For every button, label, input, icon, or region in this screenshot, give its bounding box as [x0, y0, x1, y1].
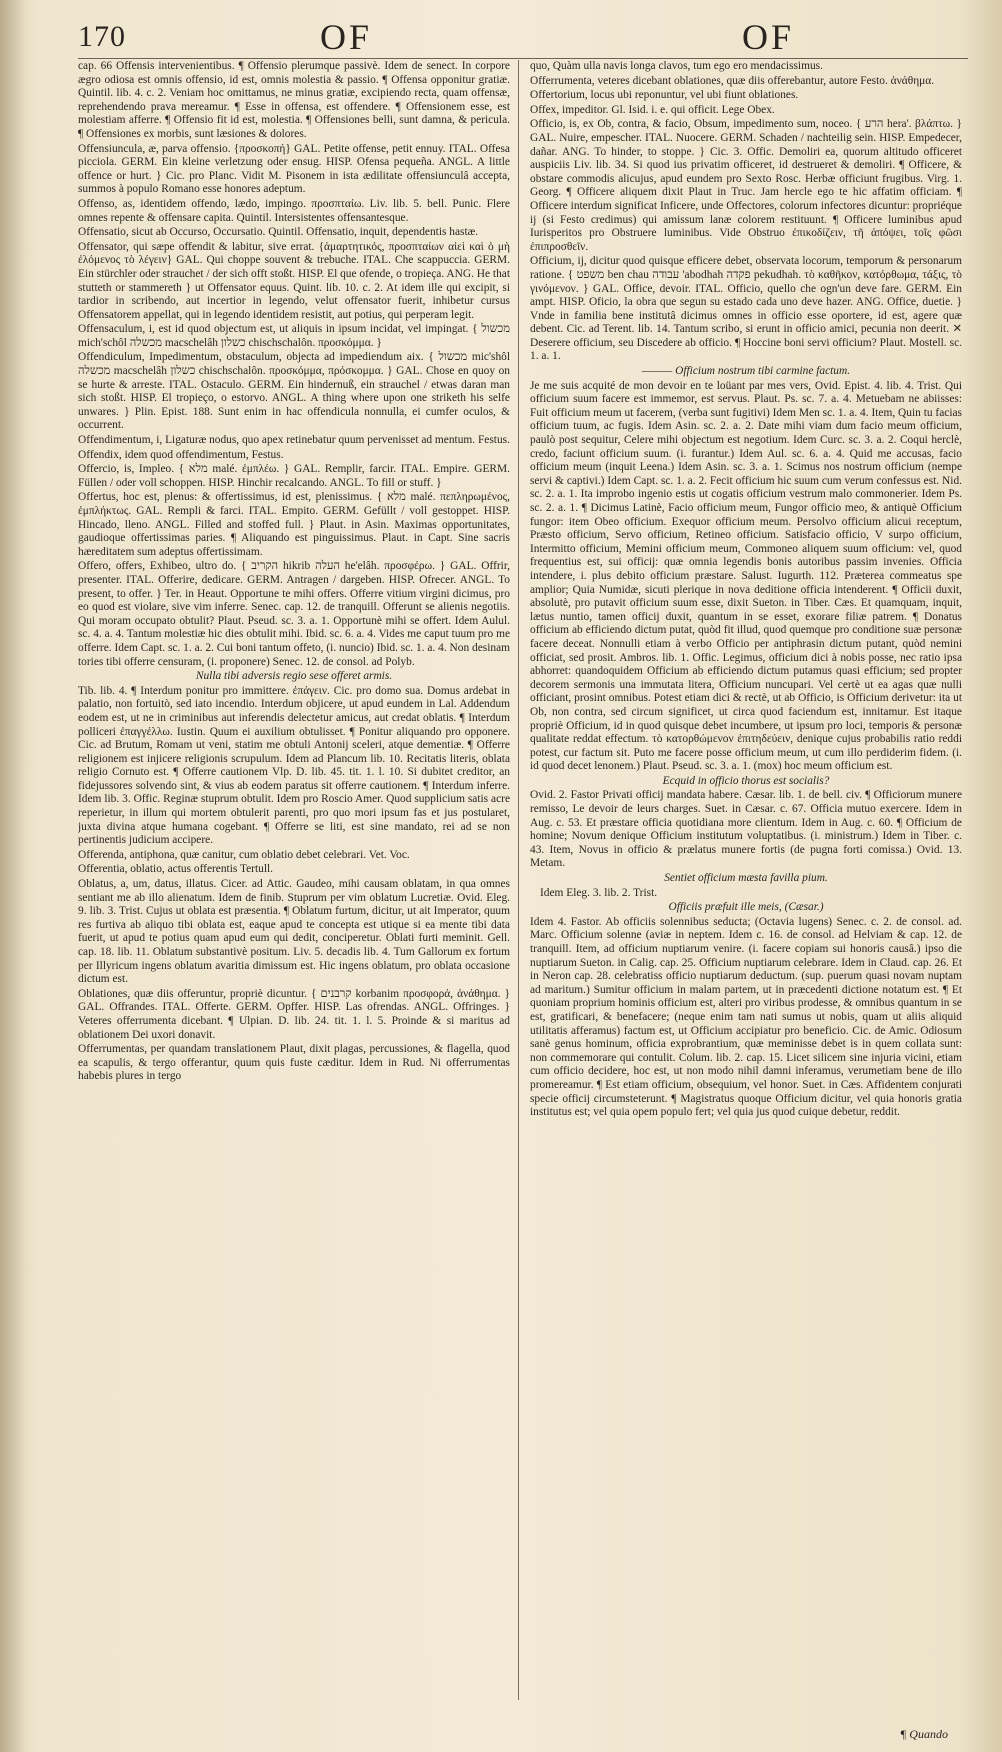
verse-quote: Nulla tibi adversis regio sese offeret armis.	[195, 670, 393, 683]
entry-oblationes: Oblationes, quæ diis offeruntur, propriè dicuntur. { קרבנים korbanim προσφορά, ἀνάθημα. } GAL. Offrandes. ITAL. Offerte. GERM. Opffer. HISP. Las ofrendas. ANGL. Offringes. } Veteres offerrumenta dicebant. ¶ Ulpian. D. lib. 24. tit. 1. l. 5. Proinde & si maritus ad oblationem Dei uxori donavit.	[78, 987, 510, 1041]
verse-ecquid: Ecquid in officio thorus est socialis?	[662, 774, 830, 787]
entry-offenso: Offenso, as, identidem offendo, lædo, impingo. προσπταίω. Liv. lib. 5. bell. Punic. Flere omnes repente & offensare capita. Quintil. Intersistentes offensantesque.	[78, 197, 510, 224]
entry-officium-ovid: Ovid. 2. Fastor Privati officij mandata habere. Cæsar. lib. 1. de bell. civ. ¶ Officiorum munere remisso, Le devoir de leurs charges. Suet. in Cæsar. c. 67. Officia mutuo exercere. Idem in Aug. c. 53. Et præstare officia quotidiana more clientum. Idem in Aug. c. 60. ¶ Officium de homine; Novum denique Officium institutum voluptatibus. (i. ministrum.) Idem in Tiber. c. 43. Item, Novus in officio & prælatus munere fortis (de pugna forti comissa.) Ovid. 13. Metam.	[530, 789, 962, 870]
verse-officiis: Officiis præfuit ille meis, (Cæsar.)	[668, 901, 824, 914]
verse-officium-nostrum: ——— Officium nostrum tibi carmine factum.	[641, 365, 851, 378]
entry-offerentia: Offerentia, oblatio, actus offerentis Tertull.	[78, 863, 273, 876]
column-divider	[518, 60, 519, 1700]
entry-offensatio: Offensatio, sicut ab Occurso, Occursatio. Quintil. Offensatio, inquit, dependentis hastæ.	[78, 226, 479, 239]
entry-offercio: Offercio, is, Impleo. { מלא malé. ἐμπλέω. } GAL. Remplir, farcir. ITAL. Empire. GERM. Füllen / oder voll schoppen. HISP. Hinchir recalcando. ANGL. To fill or stuff. }	[78, 463, 510, 489]
entry-offensiuncula: Offensiuncula, æ, parva offensio. {προσκοπή} GAL. Petite offense, petit ennuy. ITAL. Offesa picciola. GERM. Ein kleine verletzung oder ensug. HISP. Ofensa pequeña. ANGL. A little offence or hurt. } Cic. pro Planc. Vidit M. Pisonem in ista ædilitate offensiunculâ accepta, summos à populo Romano esse honores adeptum.	[78, 142, 510, 196]
entry-offerrumentas: Offerrumentas, per quandam translationem Plaut, dixit plagas, percussiones, & flagella, quod ea scapulis, & tergo offerantur, quum quis fuste cæditur. Idem in Rud. Ni offerrumentas habebis plures in tergo	[78, 1043, 510, 1083]
entry-officium-cont: Je me suis acquité de mon devoir en te loüant par mes vers, Ovid. Epist. 4. lib. 4. Trist. Qui officium suum facere est immemor, est servus. Plaut. Ps. sc. 7. a. 4. Metuebam ne abiisses: Fuit officium meum ut facerem, (verba sunt fugitivi) Idem Men sc. 1. a. 4. Item, Quin tu facias officium tuum, ac fugis. Idem Asin. sc. 2. a. 2. Date mihi viam dum facio meum officium, paulò post sequitur, Celere mihi objectum est negotium. Idem Curc. sc. 3. a. 2. Coqui herclè, credo, faciunt officium suum. (i. furantur.) Idem Aul. sc. 6. a. 4. Quid me accusas, facio officium meum (inquit Leena.) Idem Asin. sc. 3. a. 1. Scimus nos nostrum officium (nempe servi & captivi.) Idem Capt. sc. 1. a. 2. Fecit officium hic suum cum verum confessus est. Nid. sc. 2. a. 1. Ita improbo ingenio estis ut cogatis officium vestrum malo commonerier. Idem Ps. sc. 2. a. 1. ¶ Dicimus Latinè, Facio officium meum, Fungor officio meo, & antiquè Officium fungor: item Obeo officium. Exequor officium meum. Persolvo officium alicui receptum, Præsto officium, Servo officium, Retineo officium. Satisfacio officio, V surpo officium, Intermitto officium, Memini officium meum, Commoneo aliquem suum officium: vel, quod frequentius est, sui officij: quæ omnia legendis bonis autoribus passim invenies. Officia intendere, i. plus debito officium præstare. Salust. Iugurth. 112. Præterea commeatus spe amplior; Quia Numidæ, sicuti plerique in nova deditione officia intenderent. ¶ Officii duxit, absolutè, pro putavit officium suum esse, dixit Sueton. in Tiber. Cæs. Et quamquam, inquit, lætus nuntio, tamen officij duxit, quantum in se esset, exorare filiæ patrem. ¶ Donatus officium ab efficiendo dictum putat, quòd fit illud, quod quemque pro conditione suæ personæ facere deceat. Nonnulli etiam à verbo Officio per antiphrasin dictum putant, quòd nemini officiat, sed prosit. Ambros. lib. 1. Offic. Legimus, officium dici à nobis posse, nec ratio ipsa abhorret: quandoquidem Officium ab efficiendo dictum putamus quasi efficium; sed propter decorem sermonis una immutata litera, Officium nuncupari. Vel certè ut ea agas quæ nulli officiant, prosint omnibus. Potest etiam dici & rectè, ut ab Officio, is Officium derivetur: ita ut Ob, non contra, sed circum significet, ut circa quod faciendum est, innitamur. Est itaque propriè Officium, id in quod quisque debet incumbere, ut ipsum pro loci, temporis & personæ qualitate reddat effectum. τὸ κατορθώμενον ἐπιτηδεύειν, denique cujus probabilis ratio reddi potest, cur factum sit. Puto me facere posse officium meum, ut cum illo perdiderim fidem. (i. id quod decet lenonem.) Plaut. Pseud. sc. 3. a. 1. (mox) hoc meum officium est.	[530, 379, 962, 773]
verse-sentiet: Sentiet officium mæsta favilla pium.	[664, 872, 828, 885]
running-head-right: OF	[742, 17, 795, 57]
entry-offensator: Offensator, qui sæpe offendit & labitur, sive errat. {ἁμαρτητικός, προσπταίων αἰεὶ καὶ ὁ μὴ ἐλόμενος τὸ λέγειν} GAL. Qui choppe souvent & trebuche. ITAL. Che scappuccia. GERM. Ein stürchler oder strauchet / der sich offt stoßt. HISP. El que ofende, o tropieça. ANG. He that stutteth or stammereth } ut Offensator equus. Quint. lib. 10. c. 2. At idem ille qui excipit, si tardior in scribendo, aut incertior in legendo, velut offensator fuerit, inhibetur cursus Offensatorem appellat, qui in legendo identidem resistit, aut potius, qui perperam legit.	[78, 240, 510, 321]
entry-offex: Offex, impeditor. Gl. Isid. i. e. qui officit. Lege Obex.	[530, 103, 775, 116]
entry-continuation: quo, Quàm ulla navis longa clavos, tum ego ero mendacissimus.	[530, 60, 823, 72]
page-header	[0, 14, 1002, 57]
entry-offensaculum: Offensaculum, i, est id quod objectum est, ut aliquis in ipsum incidat, vel impingat. { מכשול mich'schôl מכשלה macschelâh כשלון chischschalôn. προσκόμμα. }	[78, 323, 510, 349]
entry-officium-final: Idem 4. Fastor. Ab officiis solennibus seducta; (Octavia lugens) Senec. c. 2. de consol. ad. Marc. Officium solenne (aviæ in neptem. Idem c. 16. de consol. ad Helviam & cap. 12. de tranquill. Item, ad officium nuptiarum venire. (i. facere copiam sui honoris causâ.) ipso die nuptiarum Sueton. in Calig. cap. 25. Officium nuptiarum celebrare. Idem in Claud. cap. 26. Et in Neron cap. 28. celebratiss officio nuptiarum deductum. (sup. puerum quasi novam nuptam ad maritum.) Sumitur officium in malam partem, ut in præcedenti dictione notatum est. ¶ Et quoniam proprium hominis officium est, alteri pro viribus prodesse, & omnibus quantum in se est, gratificari, & benefacere; (neque enim tam nati sumus ut nobis, quam ut aliis aliquid utilitatis afferamus) factum est, ut Officium accipiatur pro beneficio. Cic. de Amic. Odiosum sanè genus hominum, officia exprobrantium, quæ meminisse debet is in quem collata sunt: non commemorare qui contulit. Colum. lib. 2. cap. 15. Licet silicem sine injuria vicini, etiam cum officio decidere, hoc est, ut non modo nihil damni inferamus, verumetiam bene de illo promereamur. ¶ Est etiam officium, obsequium, vel honor. Suet. in Cæs. Affidentem conjurati specie officij circumsteterunt. ¶ Magistratus quoque Officium dicitur, vel quia honoris gratia institutus est; vel quia opem populo fert; vel quia jus quod cuique debetur, reddit.	[530, 915, 962, 1119]
entry-offertus: Offertus, hoc est, plenus: & offertissimus, id est, plenissimus. { מלא malé. πεπληρωμένος, ἐμπλήκτως. GAL. Rempli & farci. ITAL. Empito. GERM. Gefüllt / voll gestoppet. HISP. Hincado, lleno. ANGL. Filled and stoffed full. } Plaut. in Asin. Maximas opportunitates, gaudioque offertissimas paries. ¶ Aliquando est pinguissimus. Plaut. in Capt. Sine sacris hæreditatem sum adeptus offertissimam.	[78, 491, 510, 558]
entry-offero-cont: Tib. lib. 4. ¶ Interdum ponitur pro immittere. ἐπάγειν. Cic. pro domo sua. Domus ardebat in palatio, non fortuitò, sed iato incendio. Interdum objicere, ut apud eundem in Lal. Addendum eodem est, ut ne in criminibus aut inferendis delectetur amicus, aut credat oblatis. ¶ Interdum polliceri ἐπαγγέλλω. Iustin. Quum ei auxilium obtulisset. ¶ Ponitur aliquando pro opponere. Cic. ad Brutum, Romam ut veni, statim me obtuli Antonij sceleri, atque dementiæ. ¶ Offerre religionem est injicere religionis scrupulum. Idem ad Plancum lib. 10. Recitatis literis, oblata religio Cornuto est. ¶ Offerre cautionem Vlp. D. lib. 45. tit. 1. l. 10. Si dubitet creditor, an fidejussores solvendo sint, & vius ab eodem paratus sit offerre cautionem. ¶ Interdum inferre. Idem lib. 3. Offic. Reginæ stuprum obtulit. Idem pro Roscio Amer. Quod supplicium satis acre reperietur, in illum qui mortem obtulerit parenti, pro quo mori ipsum fas et jus postularet, juxta divina atque humana cogebant. ¶ Offerre se liti, est sine mandato, rei ad se non pertinentis judicium accipere.	[78, 684, 510, 847]
entry-officium: Officium, ij, dicitur quod quisque efficere debet, observata locorum, temporum & personarum ratione. { משפט ben chau עבודה 'abodhah פקדה pekudhah. τὸ καθῆκον, κατόρθωμα, τάξις, τὸ γινόμενον. } GAL. Office, devoir. ITAL. Officio, quello che ogn'un deve fare. GERM. Ein ampt. HISP. Oficio, la obra que segun su estado cada uno deve hazer. ANG. Office, duetie. } Vnde in familia bene institutâ dicimus omnes in officio esse oportere, id est, agere quæ debent. Cic. ad Terent. lib. 14. Tantum scribo, si erunt in officio amici, pecunia non deerit. ✕ Deserere officium, seu Discedere ab officio. ¶ Hoccine boni servi officium? Plaut. Mostell. sc. 1. a. 1.	[530, 255, 962, 363]
spine-shadow	[0, 0, 26, 1752]
entry-offerenda: Offerenda, antiphona, quæ canitur, cum oblatio debet celebrari. Vet. Voc.	[78, 848, 410, 861]
page-number: 170	[78, 20, 126, 53]
citation-eleg: Idem Eleg. 3. lib. 2. Trist.	[540, 886, 658, 899]
entry-offertorium: Offertorium, locus ubi reponuntur, vel ubi fiunt oblationes.	[530, 89, 799, 102]
entry-offendiculum: Offendiculum, Impedimentum, obstaculum, objecta ad impediendum aix. { מכשול mic'shôl מכשלה macschelâh כשלון chischschalôn. προσκόμμα, πρόσκομμα. } GAL. Chose en quoy on se hurte & arreste. ITAL. Ostaculo. GERM. Ein hindernuß, ein strauchel / etwas daran man sich stoßt. HISP. El tropieço, o estorvo. ANGL. A thing where upon one striketh his selfe unwares. } Plin. Epist. 188. Sunt enim in hac offendicula nonnulla, ei cumfer oculos, & occurrent.	[78, 351, 510, 432]
entry-offero: Offero, offers, Exhibeo, ultro do. { הקריב hikrib העלה he'elâh. προσφέρω. } GAL. Offrir, presenter. ITAL. Offerire, dedicare. GERM. Antragen / dargeben. HISP. Ofrecer. ANGL. To present, to offer. } Ter. in Heaut. Opportune te mihi offers. Offerre vitium virgini dicimus, pro eo quod est violare, sive vim inferre. Senec. cap. 12. de tranquill. Offerunt se alienis negotiis. Qui moram occupato obtulit? Plaut. Pseud. sc. 3. a. 1. Opportunè mihi se offert. Idem Aulul. sc. 4. a. 4. Tantum molestiæ hic dies obtulit mihi. Ibid. sc. 6. a. 4. Vides me caput tuum pro me offerre. Idem Capt. sc. 1. a. 2. Cui boni tantum offeto, (i. nuncio) Ibid. sc. 1. a. 4. Non desinam tories tibi offerre censuram, (i. proponere) Senec. 12. de consol. ad Polyb.	[78, 560, 510, 668]
header-rule	[78, 58, 968, 59]
entry-offensio-cont: cap. 66 Offensis intervenientibus. ¶ Offensio plerumque passivè. Idem de senect. In corpore ægro odiosa est omnis offensio, id est, omnis molestia & passio. ¶ Offensa opponitur gratiæ. Quintil. lib. 4. c. 2. Veniam hoc omittamus, ne minus gratiæ, excipiendo recta, quam offensæ, reprehendendo prava mereamur. ¶ Esse in offensa, est offendere. ¶ Offensionem esse, est molestiam afferre. ¶ Offensio fit id est, molestia. ¶ Offensiones belli, sunt damna, & pericula. ¶ Offensiones ex morbis, sunt læsiones & dolores.	[78, 60, 510, 140]
running-head-left: OF	[320, 17, 373, 57]
catchword: ¶ Quando	[900, 1727, 948, 1741]
entry-oblatus: Oblatus, a, um, datus, illatus. Cicer. ad Attic. Gaudeo, mihi causam oblatam, in qua omnes sentiant me ab illo alienatum. Idem de finib. Stuprum per vim oblatum Lucretiæ. Ovid. Eleg. 9. lib. 3. Trist. Cujus ut oblata est præsentia. ¶ Oblatum furtum, dicitur, ut ait Imperator, quum res furtiva ab aliquo tibi oblata est, eaque apud te concepta est utique si ea mente tibi data fuerit, ut apud te potius quam apud eum qui dedit, conciperetur. Oblati furti meminit. Gell. cap. 18. lib. 11. Oblatum substantivè positum. Liv. 5. decadis lib. 4. Tum Gallorum ex fortum per Illyricum ingens oblatum avaritia dimissum est. Hic ingens oblatum, pro oblata occasione dictum est.	[78, 878, 510, 986]
right-column	[530, 60, 962, 1725]
entry-offendix: Offendix, idem quod offendimentum, Festus.	[78, 448, 284, 461]
left-column	[78, 60, 510, 1725]
entry-offerrumenta: Offerrumenta, veteres dicebant oblationes, quæ diis offerebantur, autore Festo. ἀνάθημα.	[530, 74, 935, 87]
entry-offendimentum: Offendimentum, i, Ligaturæ nodus, quo apex retinebatur quum pervenisset ad mentum. Festus.	[78, 434, 510, 447]
entry-officio: Officio, is, ex Ob, contra, & facio, Obsum, impedimento sum, noceo. { הרע hera'. βλάπτω. } GAL. Nuire, empescher. ITAL. Nuocere. GERM. Schaden / nachteilig sein. HISP. Empedecer, dañar. ANG. To hinder, to stoppe. } Cic. 3. Offic. Demoliri ea, quorum altitudo officeret auspiciis Liv. lib. 34. Si quod ius privatim officeret, id destrueret & demoliri. ¶ Officere, & obstare commodis alicujus, apud eundem pro Sexto Rosc. Herbæ officiunt frugibus. Virg. 1. Georg. ¶ Officere aliquem dixit Plaut in Truc. Jam hercle ego te hic affatim officiam. ¶ Officere interdum significat Inficere, unde Offectores, colorum infectores dicuntur: propriéque ij (si Festo credimus) qui amissum lanæ colorem restituunt. ¶ Officere luminibus apud Iurisperitos pro Obstruere luminibus. Vide Obstruo ἐπικοδίζειν, τῆ ἀπόψει, τοῖς φῶσι ἐπιπροσθεῖν.	[530, 118, 962, 253]
